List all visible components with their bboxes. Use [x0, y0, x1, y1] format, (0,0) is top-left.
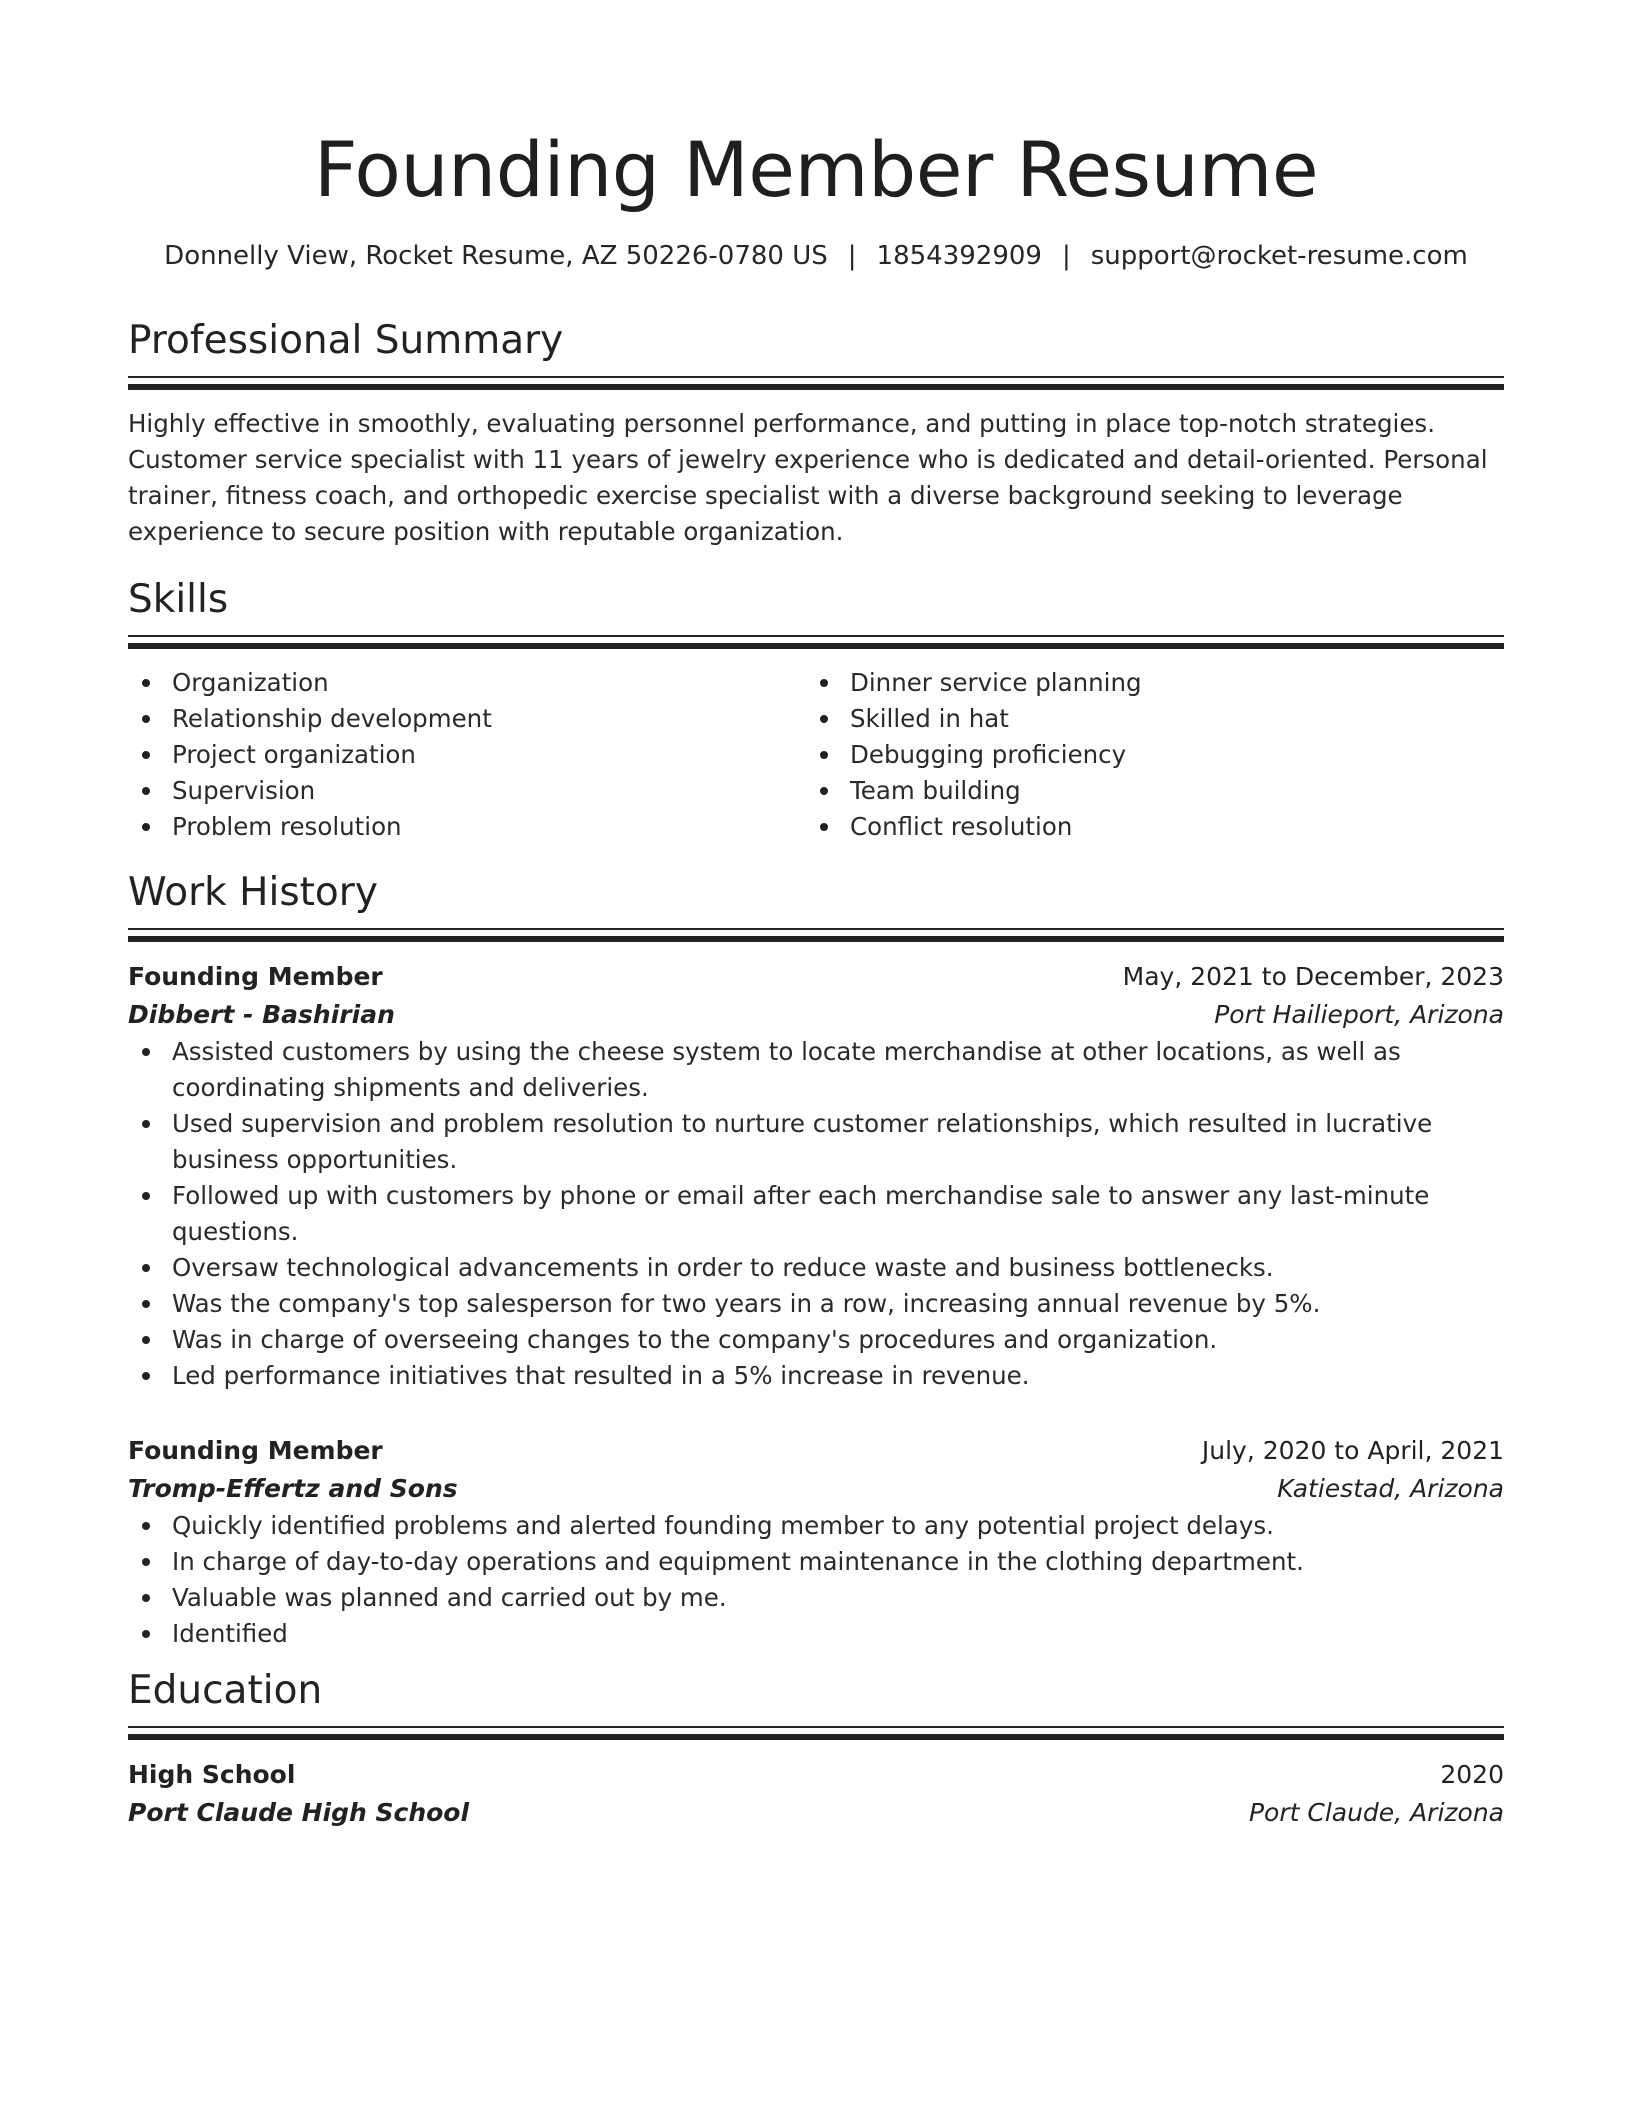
skill-item: Dinner service planning — [806, 665, 1484, 701]
job-entry — [128, 1432, 1504, 1652]
section-rule-thin — [128, 635, 1504, 637]
section-heading: Skills — [128, 577, 229, 622]
contact-address: Donnelly View, Rocket Resume, AZ 50226-0780 US — [164, 241, 828, 271]
skill-item: Debugging proficiency — [806, 737, 1484, 773]
job-duty: In charge of day-to-day operations and equipment maintenance in the clothing department. — [128, 1544, 1504, 1580]
skills-section — [128, 575, 1504, 845]
job-duties — [128, 1034, 1504, 1394]
section-rule-thick — [128, 936, 1504, 942]
skill-item: Conflict resolution — [806, 809, 1484, 845]
education-school: Port Claude High School — [128, 1798, 470, 1827]
job-company: Dibbert - Bashirian — [128, 1000, 395, 1029]
job-duty: Identified — [128, 1616, 1504, 1652]
job-location: Katiestad, Arizona — [1277, 1474, 1504, 1503]
skills-column-right — [806, 665, 1484, 845]
job-duty: Followed up with customers by phone or email after each merchandise sale to answer any last-minute questions. — [128, 1178, 1504, 1250]
education-degree: High School — [128, 1760, 296, 1789]
job-duty: Was the company's top salesperson for two years in a row, increasing annual revenue by 5%. — [128, 1286, 1504, 1322]
section-rule-thin — [128, 1726, 1504, 1728]
bullet-icon — [142, 679, 150, 687]
education-entry — [128, 1756, 1504, 1832]
job-title: Founding Member — [128, 1436, 383, 1465]
job-duty: Valuable was planned and carried out by me. — [128, 1580, 1504, 1616]
job-duty: Assisted customers by using the cheese system to locate merchandise at other locations, as well as coordinating shipments and deliveries. — [128, 1034, 1504, 1106]
bullet-icon — [142, 1120, 150, 1128]
contact-email: support@rocket-resume.com — [1090, 241, 1468, 271]
section-heading: Education — [128, 1668, 323, 1713]
section-heading: Work History — [128, 870, 378, 915]
bullet-icon — [820, 787, 828, 795]
resume-title: Founding Member Resume — [313, 125, 1319, 214]
job-duty: Led performance initiatives that resulted in a 5% increase in revenue. — [128, 1358, 1504, 1394]
skills-column-left — [128, 665, 806, 845]
job-title: Founding Member — [128, 962, 383, 991]
job-subheader — [128, 1470, 1504, 1508]
skill-item: Organization — [128, 665, 806, 701]
contact-separator: | — [847, 241, 857, 271]
section-rule-thin — [128, 376, 1504, 378]
bullet-icon — [142, 715, 150, 723]
bullet-icon — [142, 1300, 150, 1308]
contact-separator: | — [1061, 241, 1071, 271]
section-heading: Professional Summary — [128, 318, 564, 363]
job-dates: July, 2020 to April, 2021 — [1201, 1436, 1504, 1465]
bullet-icon — [142, 1630, 150, 1638]
skills-columns — [128, 665, 1504, 845]
job-company: Tromp-Effertz and Sons — [128, 1474, 458, 1503]
section-rule-thick — [128, 1734, 1504, 1740]
bullet-icon — [142, 787, 150, 795]
section-rule-thick — [128, 643, 1504, 649]
job-header — [128, 1432, 1504, 1470]
bullet-icon — [820, 679, 828, 687]
section-rule-thick — [128, 384, 1504, 390]
bullet-icon — [142, 1522, 150, 1530]
summary-paragraph: Highly effective in smoothly, evaluating personnel performance, and putting in place top-notch strategies. Customer service specialist with 11 years of jewelry experience who is dedicated and detail-oriented. Personal trainer, fitness coach, and orthopedic exercise specialist with a diverse background seeking to leverage experience to secure position with reputable organization. — [128, 409, 1488, 546]
skill-item: Supervision — [128, 773, 806, 809]
job-entry — [128, 958, 1504, 1394]
section-rule-thin — [128, 928, 1504, 930]
education-subheader — [128, 1794, 1504, 1832]
skill-item: Relationship development — [128, 701, 806, 737]
job-duty: Used supervision and problem resolution to nurture customer relationships, which resulted in lucrative business opportunities. — [128, 1106, 1504, 1178]
bullet-icon — [820, 751, 828, 759]
bullet-icon — [142, 1048, 150, 1056]
job-header — [128, 958, 1504, 996]
bullet-icon — [142, 1558, 150, 1566]
bullet-icon — [820, 715, 828, 723]
bullet-icon — [142, 1372, 150, 1380]
job-duty: Quickly identified problems and alerted founding member to any potential project delays. — [128, 1508, 1504, 1544]
bullet-icon — [820, 823, 828, 831]
education-header — [128, 1756, 1504, 1794]
contact-line — [128, 240, 1504, 272]
skill-item: Project organization — [128, 737, 806, 773]
summary-section — [128, 316, 1504, 550]
education-section — [128, 1666, 1504, 1832]
job-dates: May, 2021 to December, 2023 — [1122, 962, 1504, 991]
job-duties — [128, 1508, 1504, 1652]
job-location: Port Hailieport, Arizona — [1214, 1000, 1504, 1029]
skill-item: Skilled in hat — [806, 701, 1484, 737]
skill-item: Problem resolution — [128, 809, 806, 845]
job-subheader — [128, 996, 1504, 1034]
bullet-icon — [142, 1264, 150, 1272]
skill-item: Team building — [806, 773, 1484, 809]
contact-phone: 1854392909 — [876, 241, 1042, 271]
bullet-icon — [142, 823, 150, 831]
bullet-icon — [142, 1336, 150, 1344]
job-duty: Oversaw technological advancements in order to reduce waste and business bottlenecks. — [128, 1250, 1504, 1286]
bullet-icon — [142, 751, 150, 759]
bullet-icon — [142, 1594, 150, 1602]
work-history-section — [128, 868, 1504, 1652]
education-year: 2020 — [1440, 1760, 1504, 1789]
education-location: Port Claude, Arizona — [1248, 1798, 1504, 1827]
bullet-icon — [142, 1192, 150, 1200]
job-duty: Was in charge of overseeing changes to the company's procedures and organization. — [128, 1322, 1504, 1358]
